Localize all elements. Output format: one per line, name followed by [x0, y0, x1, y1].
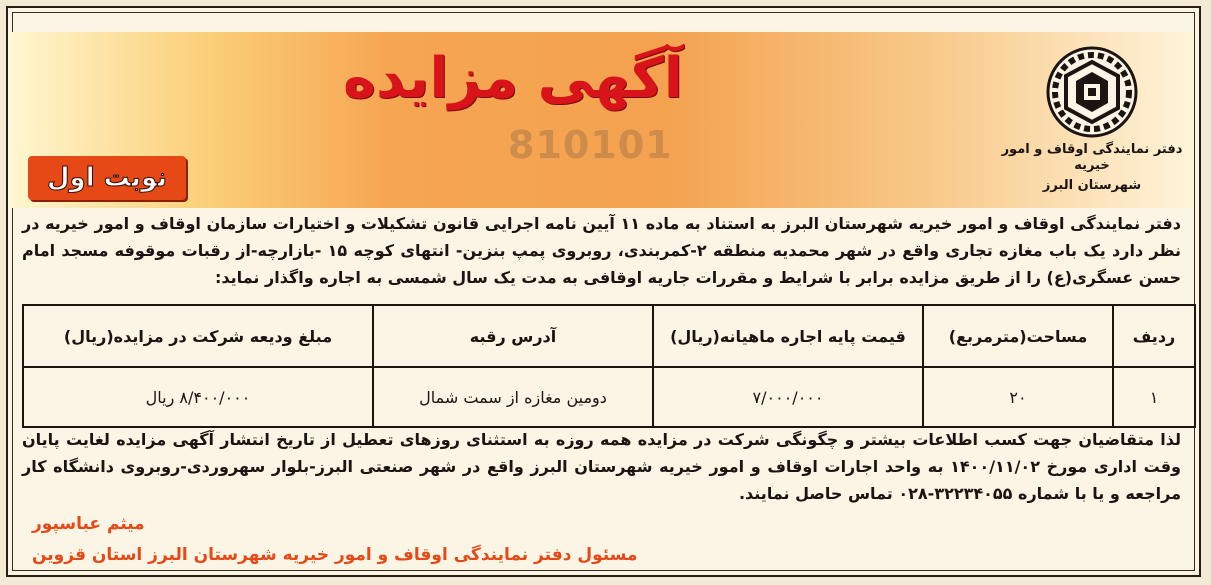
- header-deposit-amount: مبلغ ودیعه شرکت در مزایده(ریال): [23, 305, 373, 367]
- table-row: [23, 367, 1195, 427]
- header-base-rent: قیمت پایه اجاره ماهیانه(ریال): [653, 305, 923, 367]
- cell-area: ۲۰: [923, 367, 1113, 427]
- round-label: نوبت اول: [46, 163, 168, 193]
- cell-deposit-amount: ۸/۴۰۰/۰۰۰ ریال: [23, 367, 373, 427]
- table-header-row: [23, 305, 1195, 367]
- org-name-line2: شهرستان البرز: [1042, 178, 1142, 193]
- cell-property-address: دومین مغازه از سمت شمال: [373, 367, 653, 427]
- header-row-number: ردیف: [1113, 305, 1195, 367]
- notice-frame: [6, 6, 1201, 577]
- header-property-address: آدرس رقبه: [373, 305, 653, 367]
- signatory-name: میثم عباسپور: [32, 514, 145, 534]
- watermark: 810101: [508, 123, 673, 167]
- header-area: مساحت(مترمربع): [923, 305, 1113, 367]
- auction-table: [22, 304, 1196, 428]
- endowment-logo-icon: [1046, 46, 1138, 138]
- closing-paragraph: لذا متقاضیان جهت کسب اطلاعات بیشتر و چگونگی شرکت در مزایده همه روزه به استثنای روزهای تعطیل از تاریخ انتشار آگهی مزایده لغایت پایان وقت اداری مورخ ۱۴۰۰/۱۱/۰۲ به واحد اجارات اوقاف و امور خیریه شهرستان البرز واقع در شهر صنعتی البرز-بلوار سهروردی-روبروی دانشگاه کار مراجعه و یا با شماره ۳۲۲۳۴۰۵۵-۰۲۸ تماس حاصل نمایند.: [22, 430, 1181, 503]
- org-name-line1: دفتر نمایندگی اوقاف و امور خیریه: [1001, 142, 1183, 173]
- round-badge: [28, 156, 186, 200]
- organization-logo-block: [997, 46, 1187, 194]
- notice-title: آگهی مزایده: [342, 46, 684, 111]
- cell-base-rent: ۷/۰۰۰/۰۰۰: [653, 367, 923, 427]
- cell-row-number: ۱: [1113, 367, 1195, 427]
- intro-paragraph: دفتر نمایندگی اوقاف و امور خیریه شهرستان البرز به استناد به ماده ۱۱ آیین نامه اجرایی قانون تشکیلات و اختیارات سازمان اوقاف و امور خیریه در نظر دارد یک باب مغازه تجاری واقع در شهر محمدیه منطقه ۲-کمربندی، روبروی پمپ بنزین- انتهای کوچه ۱۵ -بازارچه-از رقبات موقوفه مسجد امام حسن عسگری(ع) را از طریق مزایده برابر با شرایط و مقررات جاریه اوقافی به مدت یک سال شمسی به اجاره واگذار نماید:: [22, 214, 1182, 287]
- signatory-title: مسئول دفتر نمایندگی اوقاف و امور خیریه شهرستان البرز استان قزوین: [32, 545, 638, 565]
